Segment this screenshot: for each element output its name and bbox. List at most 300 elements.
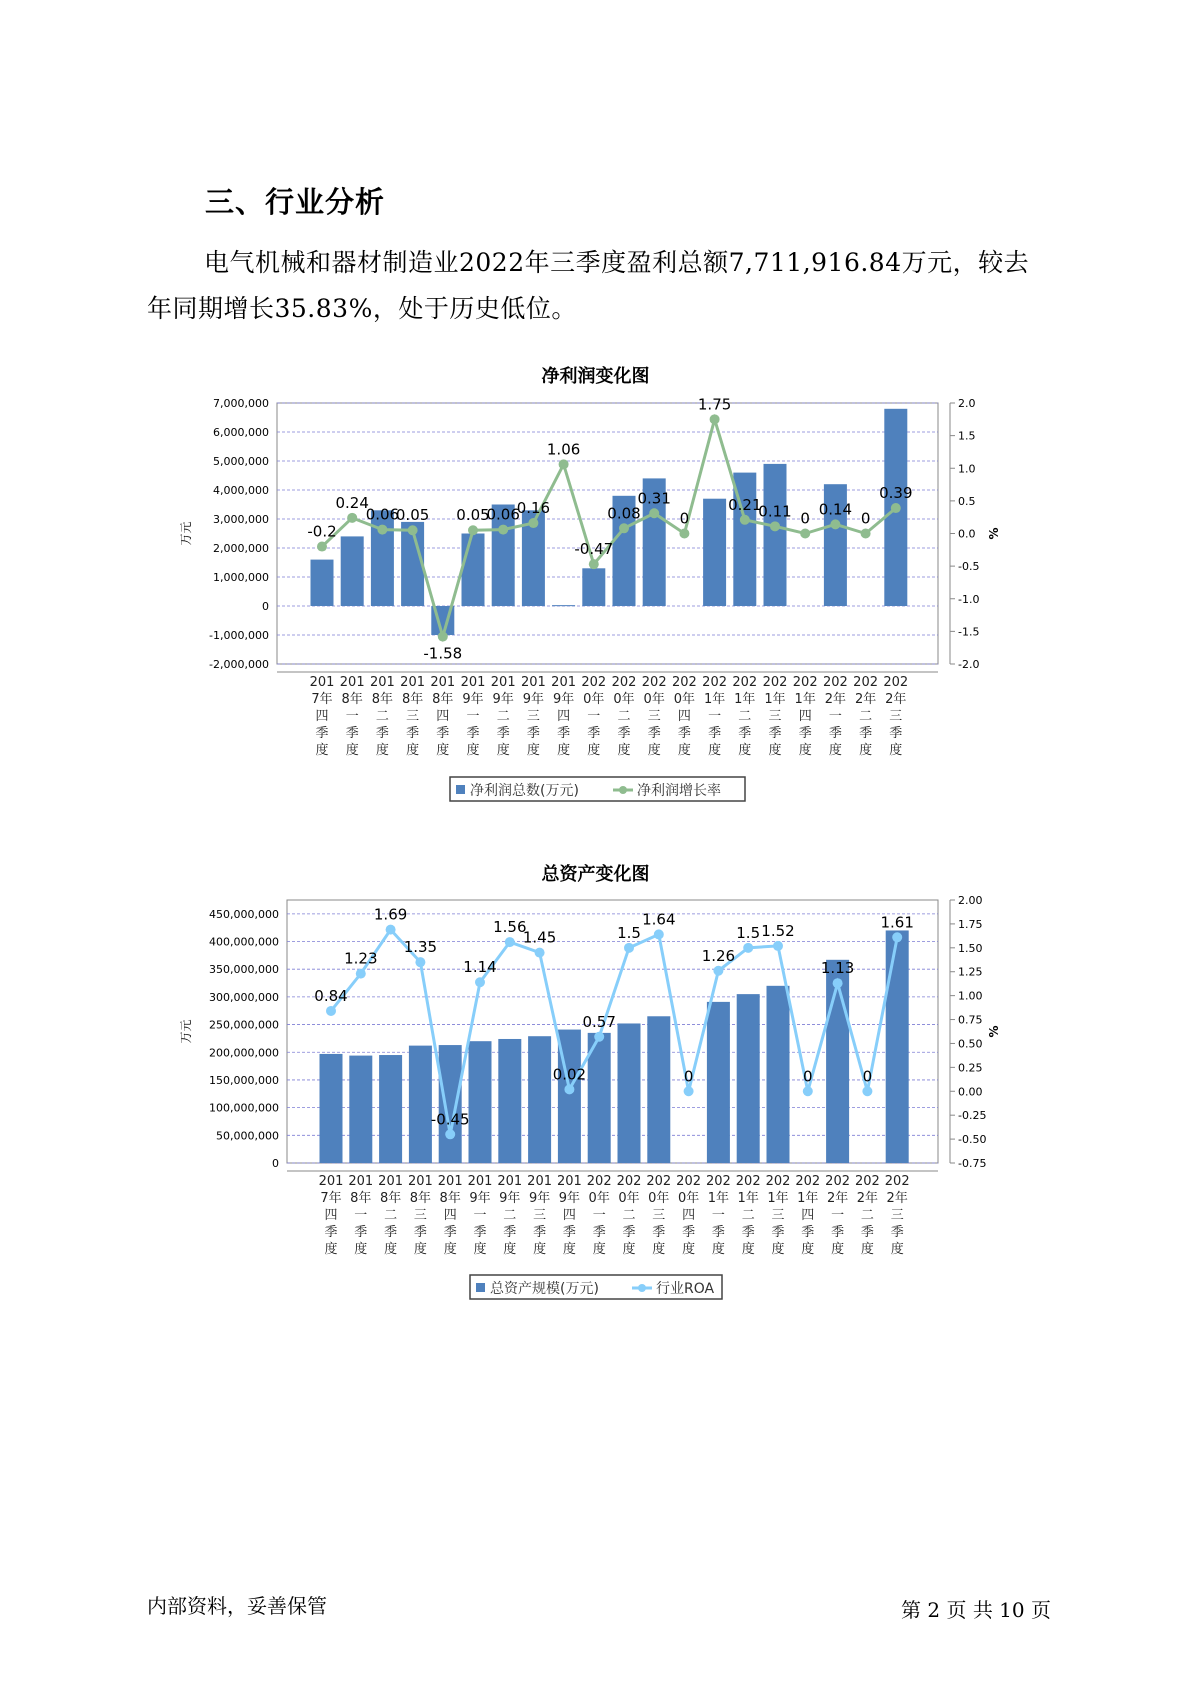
y2-tick-label: -0.50 bbox=[958, 1133, 987, 1147]
y2-axis-title: % bbox=[987, 527, 1001, 540]
x-tick-label: 2年 bbox=[856, 1191, 879, 1206]
x-tick-label: 2年 bbox=[824, 692, 847, 707]
x-tick-label: 二 bbox=[738, 709, 752, 724]
x-tick-label: 1年 bbox=[764, 692, 786, 707]
y-tick-label: 4,000,000 bbox=[213, 484, 269, 497]
data-label: 0.16 bbox=[516, 499, 551, 518]
data-label: 1.5 bbox=[736, 923, 761, 942]
x-tick-label: 一 bbox=[354, 1208, 368, 1223]
x-tick-label: 度 bbox=[801, 1242, 815, 1257]
y-tick-label: 150,000,000 bbox=[209, 1073, 279, 1087]
x-tick-label: 201 bbox=[551, 675, 577, 690]
x-tick-label: 一 bbox=[587, 709, 601, 724]
x-tick-label: 二 bbox=[503, 1208, 517, 1223]
x-tick-label: 2年 bbox=[854, 692, 877, 707]
x-tick-label: 8年 bbox=[439, 1191, 461, 1206]
x-tick-label: 8年 bbox=[432, 692, 454, 707]
x-tick-label: 三 bbox=[406, 709, 420, 724]
x-tick-label: 季 bbox=[647, 726, 661, 741]
y2-tick-label: -1.0 bbox=[958, 592, 980, 606]
x-tick-label: 201 bbox=[378, 1174, 404, 1189]
x-tick-label: 二 bbox=[617, 709, 631, 724]
y-tick-label: 2,000,000 bbox=[213, 542, 269, 555]
x-tick-label: 度 bbox=[647, 743, 661, 758]
x-tick-label: 1年 bbox=[767, 1191, 789, 1206]
data-label: 0.06 bbox=[486, 505, 520, 524]
x-tick-label: 度 bbox=[315, 743, 329, 758]
x-tick-label: 202 bbox=[641, 675, 667, 690]
x-tick-label: 季 bbox=[587, 726, 601, 741]
x-tick-label: 三 bbox=[533, 1208, 547, 1223]
line-point bbox=[386, 925, 396, 935]
line-point bbox=[713, 966, 723, 976]
x-tick-label: 度 bbox=[682, 1242, 696, 1257]
legend-line-label: 净利润增长率 bbox=[637, 783, 721, 799]
x-tick-label: 202 bbox=[792, 675, 818, 690]
x-tick-label: 一 bbox=[831, 1208, 845, 1223]
data-label: 0.05 bbox=[456, 506, 490, 525]
x-tick-label: 四 bbox=[798, 709, 812, 724]
data-label: 0.05 bbox=[395, 506, 430, 525]
x-tick-label: 季 bbox=[652, 1225, 666, 1240]
data-label: 1.14 bbox=[463, 958, 497, 977]
x-tick-label: 0年 bbox=[618, 1191, 640, 1206]
x-tick-label: 度 bbox=[587, 743, 601, 758]
x-tick-label: 202 bbox=[884, 1174, 910, 1189]
legend-bar-swatch bbox=[476, 1283, 485, 1292]
data-label: 0.08 bbox=[607, 504, 641, 523]
line-point bbox=[564, 1084, 574, 1094]
x-tick-label: 季 bbox=[526, 726, 540, 741]
x-tick-label: 201 bbox=[497, 1174, 523, 1189]
line-point bbox=[684, 1086, 694, 1096]
y2-tick-label: 1.75 bbox=[958, 917, 983, 931]
x-tick-label: 三 bbox=[526, 709, 540, 724]
x-tick-label: 四 bbox=[557, 709, 571, 724]
y2-tick-label: 1.25 bbox=[958, 965, 983, 979]
line-point bbox=[892, 932, 902, 942]
section-heading: 三、行业分析 bbox=[205, 185, 386, 219]
x-tick-label: 季 bbox=[443, 1225, 457, 1240]
y-tick-label: 300,000,000 bbox=[209, 990, 279, 1004]
x-tick-label: 度 bbox=[889, 743, 903, 758]
chart-title-assets: 总资产变化图 bbox=[541, 864, 650, 885]
bar bbox=[737, 994, 760, 1163]
y-axis-title: 万元 bbox=[179, 521, 193, 546]
x-tick-label: 一 bbox=[708, 709, 722, 724]
x-tick-label: 0年 bbox=[583, 692, 605, 707]
y2-tick-label: -1.5 bbox=[958, 625, 980, 639]
y2-tick-label: 1.50 bbox=[958, 941, 983, 955]
x-tick-label: 季 bbox=[354, 1225, 368, 1240]
x-tick-label: 二 bbox=[384, 1208, 398, 1223]
x-tick-label: 季 bbox=[677, 726, 691, 741]
x-tick-label: 二 bbox=[741, 1208, 755, 1223]
data-label: 1.35 bbox=[403, 938, 438, 957]
bar bbox=[320, 1054, 343, 1163]
x-tick-label: 度 bbox=[503, 1242, 517, 1257]
x-tick-label: 季 bbox=[768, 726, 782, 741]
x-tick-label: 一 bbox=[473, 1208, 487, 1223]
x-tick-label: 201 bbox=[490, 675, 516, 690]
x-tick-label: 季 bbox=[406, 726, 420, 741]
line-point bbox=[356, 969, 366, 979]
x-tick-label: 四 bbox=[315, 709, 329, 724]
line-point bbox=[654, 929, 664, 939]
x-tick-label: 三 bbox=[652, 1208, 666, 1223]
x-tick-label: 度 bbox=[711, 1242, 725, 1257]
y2-tick-label: 0.5 bbox=[958, 494, 976, 508]
bar bbox=[647, 1016, 670, 1163]
bar bbox=[349, 1056, 372, 1163]
x-tick-label: 202 bbox=[581, 675, 607, 690]
x-tick-label: 201 bbox=[339, 675, 365, 690]
x-tick-label: 8年 bbox=[409, 1191, 432, 1206]
x-tick-label: 度 bbox=[859, 743, 873, 758]
x-tick-label: 季 bbox=[413, 1225, 427, 1240]
x-tick-label: 2年 bbox=[826, 1191, 849, 1206]
data-label: 1.5 bbox=[617, 923, 641, 942]
x-tick-label: 四 bbox=[436, 709, 450, 724]
y2-tick-label: 2.00 bbox=[958, 894, 983, 907]
x-tick-label: 三 bbox=[771, 1208, 785, 1223]
x-tick-label: 1年 bbox=[797, 1191, 819, 1206]
x-tick-label: 季 bbox=[324, 1225, 338, 1240]
line-point bbox=[833, 978, 843, 988]
data-label: 1.26 bbox=[701, 946, 736, 965]
x-tick-label: 2年 bbox=[886, 1191, 908, 1206]
x-tick-label: 0年 bbox=[588, 1191, 610, 1206]
x-tick-label: 201 bbox=[556, 1174, 582, 1189]
x-tick-label: 度 bbox=[384, 1242, 398, 1257]
x-tick-label: 度 bbox=[533, 1242, 547, 1257]
x-tick-label: 0年 bbox=[648, 1191, 670, 1206]
line-point bbox=[445, 1129, 455, 1139]
data-label: -0.2 bbox=[307, 522, 337, 541]
x-tick-label: 度 bbox=[768, 743, 782, 758]
data-label: 1.13 bbox=[820, 959, 855, 978]
y-tick-label: 450,000,000 bbox=[209, 907, 279, 921]
x-tick-label: 0年 bbox=[613, 692, 635, 707]
x-tick-label: 季 bbox=[738, 726, 752, 741]
x-tick-label: 9年 bbox=[552, 692, 575, 707]
x-tick-label: 201 bbox=[430, 675, 456, 690]
x-tick-label: 季 bbox=[711, 1225, 725, 1240]
data-label: 0 bbox=[800, 509, 810, 528]
x-tick-label: 度 bbox=[406, 743, 420, 758]
x-tick-label: 度 bbox=[741, 1242, 755, 1257]
x-tick-label: 8年 bbox=[341, 692, 363, 707]
x-tick-label: 8年 bbox=[379, 1191, 402, 1206]
data-label: 0.39 bbox=[879, 484, 913, 503]
x-tick-label: 202 bbox=[822, 675, 848, 690]
y-tick-label: -1,000,000 bbox=[209, 629, 269, 642]
x-tick-label: 季 bbox=[741, 1225, 755, 1240]
x-tick-label: 季 bbox=[436, 726, 450, 741]
x-tick-label: 季 bbox=[466, 726, 480, 741]
x-tick-label: 度 bbox=[375, 743, 389, 758]
x-tick-label: 202 bbox=[676, 1174, 702, 1189]
x-tick-label: 202 bbox=[854, 1174, 880, 1189]
line-point bbox=[535, 948, 545, 958]
bar bbox=[618, 1023, 641, 1163]
bar bbox=[439, 1045, 462, 1163]
bar bbox=[826, 960, 849, 1163]
data-label: 1.64 bbox=[642, 910, 676, 929]
x-tick-label: 9年 bbox=[462, 692, 484, 707]
x-tick-label: 度 bbox=[526, 743, 540, 758]
x-tick-label: 二 bbox=[859, 709, 873, 724]
x-tick-label: 1年 bbox=[734, 692, 756, 707]
x-tick-label: 季 bbox=[831, 1225, 845, 1240]
x-tick-label: 1年 bbox=[703, 692, 726, 707]
line-point bbox=[773, 941, 783, 951]
data-label: 0.57 bbox=[582, 1012, 616, 1031]
x-tick-label: 四 bbox=[682, 1208, 696, 1223]
data-label: 1.61 bbox=[880, 913, 914, 932]
y2-tick-label: 0.25 bbox=[958, 1061, 983, 1075]
x-tick-label: 季 bbox=[798, 726, 812, 741]
x-tick-label: 二 bbox=[496, 709, 510, 724]
bar bbox=[767, 986, 790, 1163]
x-tick-label: 季 bbox=[503, 1225, 517, 1240]
y2-axis-title: % bbox=[987, 1025, 1001, 1038]
bar bbox=[379, 1055, 402, 1163]
x-tick-label: 7年 bbox=[320, 1191, 342, 1206]
x-tick-label: 度 bbox=[828, 743, 842, 758]
x-tick-label: 202 bbox=[762, 675, 788, 690]
x-tick-label: 8年 bbox=[401, 692, 424, 707]
x-tick-label: 201 bbox=[369, 675, 395, 690]
x-tick-label: 度 bbox=[708, 743, 722, 758]
line-point bbox=[594, 1032, 604, 1042]
x-tick-label: 7年 bbox=[311, 692, 333, 707]
line-point bbox=[326, 1006, 336, 1016]
x-tick-label: 度 bbox=[496, 743, 510, 758]
x-tick-label: 季 bbox=[473, 1225, 487, 1240]
x-tick-label: 201 bbox=[318, 1174, 344, 1189]
y-axis-title: 万元 bbox=[179, 1019, 193, 1044]
x-tick-label: 度 bbox=[798, 743, 812, 758]
x-tick-label: 季 bbox=[682, 1225, 696, 1240]
legend-line-label: 行业ROA bbox=[656, 1281, 715, 1297]
x-tick-label: 一 bbox=[345, 709, 359, 724]
legend-bar-label: 总资产规模(万元) bbox=[490, 1281, 599, 1297]
data-label: 1.23 bbox=[344, 949, 378, 968]
x-tick-label: 二 bbox=[860, 1208, 874, 1223]
bar bbox=[469, 1041, 492, 1163]
x-tick-label: 201 bbox=[437, 1174, 463, 1189]
x-tick-label: 二 bbox=[622, 1208, 636, 1223]
x-tick-label: 202 bbox=[825, 1174, 851, 1189]
x-tick-label: 度 bbox=[562, 1242, 576, 1257]
y-tick-label: 1,000,000 bbox=[213, 571, 269, 584]
y-tick-label: 400,000,000 bbox=[209, 935, 279, 949]
x-tick-label: 9年 bbox=[469, 1191, 491, 1206]
x-tick-label: 季 bbox=[557, 726, 571, 741]
data-label: 0 bbox=[803, 1067, 813, 1086]
x-tick-label: 202 bbox=[616, 1174, 642, 1189]
x-tick-label: 三 bbox=[413, 1208, 427, 1223]
x-tick-label: 度 bbox=[677, 743, 691, 758]
x-tick-label: 8年 bbox=[371, 692, 394, 707]
data-label: 1.45 bbox=[522, 928, 557, 947]
x-tick-label: 202 bbox=[671, 675, 697, 690]
x-tick-label: 季 bbox=[375, 726, 389, 741]
x-tick-label: 度 bbox=[652, 1242, 666, 1257]
y2-tick-label: 1.5 bbox=[958, 429, 976, 443]
x-tick-label: 季 bbox=[622, 1225, 636, 1240]
x-tick-label: 度 bbox=[557, 743, 571, 758]
data-label: 0 bbox=[862, 1067, 873, 1086]
bar bbox=[707, 1002, 730, 1163]
data-label: 0.02 bbox=[552, 1065, 587, 1084]
x-tick-label: 季 bbox=[860, 1225, 874, 1240]
x-tick-label: 四 bbox=[562, 1208, 576, 1223]
data-label: 0 bbox=[683, 1067, 694, 1086]
x-tick-label: 四 bbox=[443, 1208, 457, 1223]
x-tick-label: 度 bbox=[860, 1242, 874, 1257]
y2-tick-label: -0.75 bbox=[958, 1157, 987, 1170]
x-tick-label: 202 bbox=[853, 675, 879, 690]
x-tick-label: 202 bbox=[883, 675, 909, 690]
x-tick-label: 202 bbox=[705, 1174, 731, 1189]
line-point bbox=[624, 943, 634, 953]
x-tick-label: 季 bbox=[496, 726, 510, 741]
x-tick-label: 季 bbox=[345, 726, 359, 741]
x-tick-label: 季 bbox=[859, 726, 873, 741]
x-tick-label: 202 bbox=[732, 675, 758, 690]
x-tick-label: 一 bbox=[466, 709, 480, 724]
x-tick-label: 二 bbox=[375, 709, 389, 724]
y-tick-label: 100,000,000 bbox=[209, 1101, 279, 1115]
y-tick-label: 7,000,000 bbox=[213, 397, 269, 410]
x-tick-label: 度 bbox=[738, 743, 752, 758]
legend-line-marker bbox=[638, 1284, 646, 1292]
x-tick-label: 三 bbox=[768, 709, 782, 724]
x-tick-label: 季 bbox=[890, 1225, 904, 1240]
y2-tick-label: 0.00 bbox=[958, 1085, 983, 1099]
x-tick-label: 三 bbox=[890, 1208, 904, 1223]
legend-bar-label: 净利润总数(万元) bbox=[470, 783, 579, 799]
y2-tick-label: -0.5 bbox=[958, 560, 980, 574]
x-tick-label: 1年 bbox=[737, 1191, 759, 1206]
line-point bbox=[803, 1086, 813, 1096]
x-tick-label: 9年 bbox=[528, 1191, 551, 1206]
x-tick-label: 度 bbox=[345, 743, 359, 758]
x-tick-label: 9年 bbox=[492, 692, 514, 707]
x-tick-label: 度 bbox=[473, 1242, 487, 1257]
x-tick-label: 9年 bbox=[499, 1191, 521, 1206]
line-point bbox=[415, 957, 425, 967]
summary-paragraph: 电气机械和器材制造业2022年三季度盈利总额7,711,916.84万元，较去年同期增长35.83%，处于历史低位。 bbox=[147, 248, 1030, 323]
y-tick-label: 250,000,000 bbox=[209, 1018, 279, 1032]
x-tick-label: 201 bbox=[460, 675, 486, 690]
data-label: -0.47 bbox=[574, 540, 614, 559]
x-tick-label: 201 bbox=[407, 1174, 433, 1189]
x-tick-label: 季 bbox=[828, 726, 842, 741]
x-tick-label: 季 bbox=[801, 1225, 815, 1240]
x-tick-label: 季 bbox=[708, 726, 722, 741]
x-tick-label: 0年 bbox=[673, 692, 696, 707]
bar bbox=[886, 930, 909, 1163]
x-tick-label: 度 bbox=[831, 1242, 845, 1257]
x-tick-label: 0年 bbox=[643, 692, 665, 707]
x-tick-label: 一 bbox=[828, 709, 842, 724]
line-point bbox=[743, 943, 753, 953]
x-tick-label: 四 bbox=[801, 1208, 815, 1223]
x-tick-label: 季 bbox=[533, 1225, 547, 1240]
x-tick-label: 201 bbox=[348, 1174, 374, 1189]
y-tick-label: 50,000,000 bbox=[216, 1129, 279, 1143]
y-tick-label: 0 bbox=[262, 600, 269, 613]
x-tick-label: 201 bbox=[527, 1174, 553, 1189]
y2-tick-label: 1.00 bbox=[958, 989, 983, 1003]
x-tick-label: 201 bbox=[520, 675, 546, 690]
x-tick-label: 202 bbox=[611, 675, 637, 690]
y2-tick-label: 1.0 bbox=[958, 462, 976, 476]
data-label: 1.52 bbox=[761, 921, 795, 940]
x-tick-label: 度 bbox=[617, 743, 631, 758]
bar bbox=[528, 1036, 551, 1163]
data-label: 0 bbox=[679, 509, 690, 528]
data-label: 1.06 bbox=[546, 440, 581, 459]
y-tick-label: 200,000,000 bbox=[209, 1046, 279, 1060]
x-tick-label: 度 bbox=[466, 743, 480, 758]
footer-page-number: 第 2 页 共 10 页 bbox=[901, 1598, 1051, 1622]
x-tick-label: 201 bbox=[400, 675, 426, 690]
x-tick-label: 202 bbox=[702, 675, 728, 690]
x-tick-label: 度 bbox=[413, 1242, 427, 1257]
x-tick-label: 度 bbox=[443, 1242, 457, 1257]
x-tick-label: 1年 bbox=[794, 692, 816, 707]
data-label: 0.14 bbox=[818, 500, 853, 519]
x-tick-label: 季 bbox=[771, 1225, 785, 1240]
y-tick-label: 5,000,000 bbox=[213, 455, 269, 468]
x-tick-label: 201 bbox=[309, 675, 335, 690]
y-tick-label: 6,000,000 bbox=[213, 426, 269, 439]
data-label: 0 bbox=[860, 509, 871, 528]
data-label: 0.21 bbox=[728, 495, 762, 514]
data-label: 0.06 bbox=[365, 505, 400, 524]
x-tick-label: 三 bbox=[889, 709, 903, 724]
data-label: -0.45 bbox=[430, 1110, 470, 1129]
x-tick-label: 1年 bbox=[707, 1191, 730, 1206]
line-point bbox=[505, 937, 515, 947]
x-tick-label: 一 bbox=[592, 1208, 606, 1223]
x-tick-label: 202 bbox=[586, 1174, 612, 1189]
y2-tick-label: 0.0 bbox=[958, 527, 976, 541]
y-tick-label: -2,000,000 bbox=[209, 658, 269, 671]
y-tick-label: 3,000,000 bbox=[213, 513, 269, 526]
x-tick-label: 度 bbox=[592, 1242, 606, 1257]
x-tick-label: 季 bbox=[889, 726, 903, 741]
x-tick-label: 季 bbox=[562, 1225, 576, 1240]
x-tick-label: 季 bbox=[384, 1225, 398, 1240]
x-tick-label: 季 bbox=[617, 726, 631, 741]
x-tick-label: 2年 bbox=[885, 692, 907, 707]
x-tick-label: 8年 bbox=[350, 1191, 372, 1206]
x-tick-label: 度 bbox=[436, 743, 450, 758]
x-tick-label: 202 bbox=[765, 1174, 791, 1189]
x-tick-label: 度 bbox=[771, 1242, 785, 1257]
y2-tick-label: -2.0 bbox=[958, 658, 980, 671]
y2-tick-label: -0.25 bbox=[958, 1109, 987, 1123]
data-label: 0.11 bbox=[758, 502, 792, 521]
x-tick-label: 202 bbox=[795, 1174, 821, 1189]
x-tick-label: 202 bbox=[646, 1174, 672, 1189]
data-label: 1.69 bbox=[373, 905, 408, 924]
